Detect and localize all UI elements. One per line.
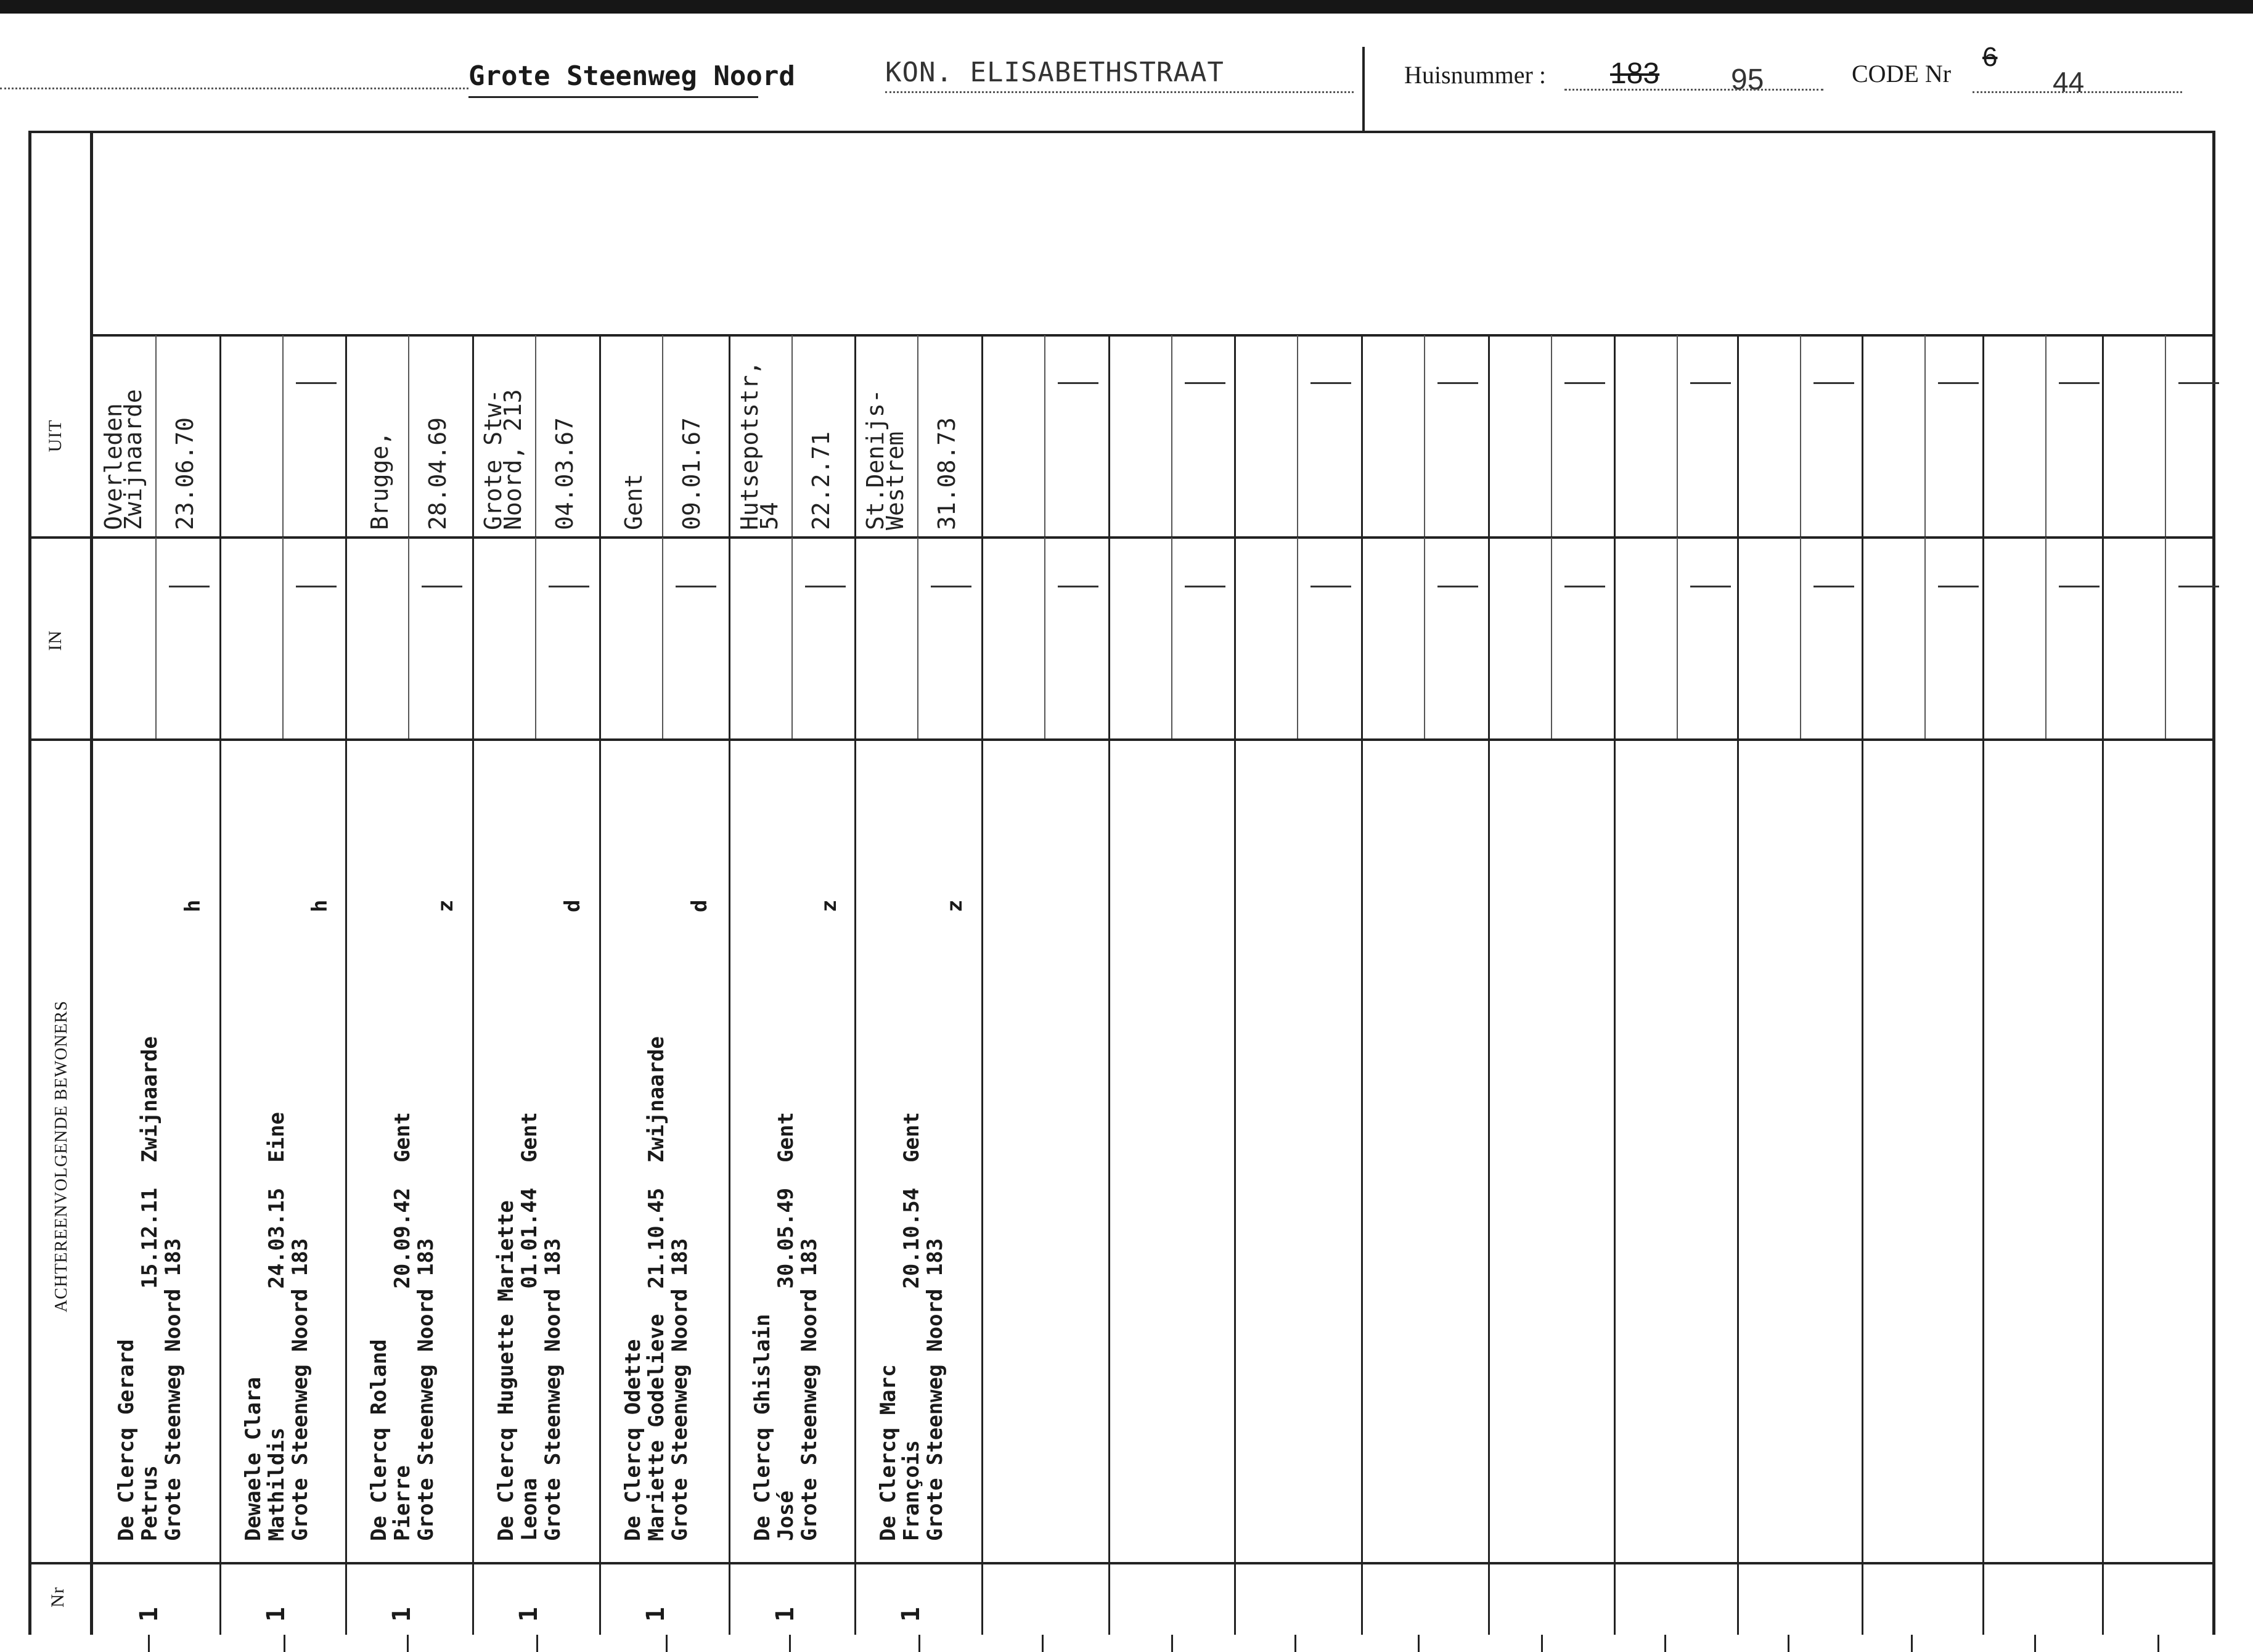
uit-place: Hutsepotstr,	[736, 361, 763, 530]
sub-column-divider	[1297, 335, 1298, 536]
bottom-tick	[2034, 1635, 2036, 1652]
bottom-tick	[918, 1635, 920, 1652]
house-number-dotted-rule	[1564, 89, 1823, 91]
uit-column-label: UIT	[45, 419, 65, 452]
uit-place: Overleden	[100, 403, 127, 530]
empty-dash	[1690, 586, 1731, 587]
bottom-tick	[1788, 1635, 1789, 1652]
record-number: 1	[771, 1606, 800, 1622]
resident-line: De Clercq Roland	[367, 1339, 391, 1541]
sub-column-divider	[791, 538, 793, 738]
sub-column-divider	[2045, 538, 2047, 738]
sub-column-divider	[1424, 538, 1425, 738]
resident-line: De Clercq Odette	[621, 1339, 645, 1541]
record-number: 1	[135, 1606, 164, 1622]
nr-column-label: Nr	[47, 1587, 68, 1608]
empty-dash	[1185, 382, 1225, 384]
empty-dash	[2059, 382, 2100, 384]
empty-dash	[1437, 382, 1478, 384]
code-number: 44	[2053, 66, 2085, 98]
household-code: z	[433, 899, 458, 912]
sub-column-divider	[155, 538, 157, 738]
sub-column-divider	[662, 335, 663, 536]
resident-line: Grote Steenweg Noord 183	[541, 1238, 565, 1541]
uit-date: 28.04.69	[424, 417, 451, 530]
sub-column-divider	[1044, 335, 1045, 536]
resident-line: Mathildis 24.03.15 Eine	[264, 1112, 289, 1541]
column-divider-12	[1614, 334, 1616, 1635]
uit-place: Westrem	[881, 431, 909, 530]
column-divider-11	[1488, 334, 1490, 1635]
empty-dash	[1938, 586, 1979, 587]
empty-dash	[1938, 382, 1979, 384]
uit-place: Noord, 213	[499, 389, 526, 530]
sub-column-divider	[1551, 538, 1552, 738]
resident-line: Grote Steenweg Noord 183	[668, 1238, 692, 1541]
sub-column-divider	[662, 538, 663, 738]
resident-line: Mariette Godelieve 21.10.45 Zwijnaarde	[644, 1036, 669, 1541]
sub-column-divider	[917, 335, 918, 536]
in-empty-dash	[805, 586, 846, 587]
empty-dash	[1813, 382, 1854, 384]
bottom-tick	[666, 1635, 668, 1652]
sub-column-divider	[917, 538, 918, 738]
scan-top-border	[0, 0, 2253, 14]
resident-line: François 20.10.54 Gent	[899, 1112, 924, 1541]
column-divider-2	[345, 334, 347, 1635]
record-number: 1	[388, 1606, 417, 1622]
in-empty-dash	[549, 586, 589, 587]
bewoners-column-label: ACHTEREENVOLGENDE BEWONERS	[52, 1000, 71, 1312]
uit-place: 54	[756, 502, 783, 530]
empty-dash	[1564, 586, 1605, 587]
in-empty-dash	[169, 586, 210, 587]
in-column-label: IN	[45, 630, 65, 651]
resident-line: Grote Steenweg Noord 183	[161, 1238, 186, 1541]
household-code: z	[817, 899, 841, 912]
bottom-tick	[148, 1635, 150, 1652]
register-form-frame	[28, 131, 2215, 1635]
sub-column-divider	[791, 335, 793, 536]
sub-column-divider	[1171, 538, 1172, 738]
sub-column-divider	[282, 335, 284, 536]
bottom-tick	[1911, 1635, 1913, 1652]
uit-place: Grote Stw-	[480, 389, 507, 530]
resident-line: Dewaele Clara	[241, 1376, 266, 1541]
sub-column-divider	[535, 335, 536, 536]
bottom-tick	[407, 1635, 409, 1652]
bottom-tick	[1664, 1635, 1666, 1652]
resident-line: Grote Steenweg Noord 183	[923, 1238, 947, 1541]
empty-dash	[2059, 586, 2100, 587]
column-divider-1	[219, 334, 221, 1635]
column-divider-7	[981, 334, 983, 1635]
sub-column-divider	[2045, 335, 2047, 536]
empty-dash	[1437, 586, 1478, 587]
bottom-tick	[1418, 1635, 1420, 1652]
household-code: d	[687, 899, 712, 912]
bottom-tick	[1171, 1635, 1173, 1652]
empty-dash	[1690, 382, 1731, 384]
sub-column-divider	[1297, 538, 1298, 738]
sub-column-divider	[1800, 335, 1801, 536]
empty-dash	[1058, 382, 1098, 384]
bottom-tick	[536, 1635, 538, 1652]
sub-column-divider	[2165, 335, 2166, 536]
resident-line: Petrus 15.12.11 Zwijnaarde	[137, 1036, 162, 1541]
sub-column-divider	[1677, 538, 1678, 738]
divider-in-bewoners	[28, 738, 2215, 741]
in-empty-dash	[676, 586, 716, 587]
record-number: 1	[262, 1606, 291, 1622]
resident-line: Pierre 20.09.42 Gent	[390, 1112, 415, 1541]
sub-column-divider	[1424, 335, 1425, 536]
empty-dash	[1311, 382, 1351, 384]
empty-dash	[1185, 586, 1225, 587]
column-divider-4	[599, 334, 601, 1635]
in-empty-dash	[422, 586, 462, 587]
code-dotted-rule	[1973, 91, 2182, 93]
record-number: 1	[897, 1606, 926, 1622]
resident-line: Grote Steenweg Noord 183	[414, 1238, 438, 1541]
uit-empty-dash	[296, 382, 337, 384]
divider-bewoners-nr	[28, 1562, 2215, 1564]
street-name-crossed: Grote Steenweg Noord	[468, 60, 795, 92]
sub-column-divider	[155, 335, 157, 536]
in-empty-dash	[296, 586, 337, 587]
sub-column-divider	[408, 335, 409, 536]
empty-dash	[2178, 382, 2219, 384]
column-divider-13	[1737, 334, 1739, 1635]
household-code: z	[942, 899, 967, 912]
uit-date: 31.08.73	[933, 417, 960, 530]
sub-column-divider	[408, 538, 409, 738]
code-number-crossed: 6	[1982, 42, 1998, 72]
sub-column-divider	[282, 538, 284, 738]
header-separator	[1362, 47, 1365, 132]
street-dotted-rule	[885, 91, 1354, 93]
bottom-tick	[2157, 1635, 2159, 1652]
column-divider-8	[1108, 334, 1110, 1635]
column-divider-10	[1361, 334, 1363, 1635]
bottom-tick	[1541, 1635, 1543, 1652]
household-code: h	[181, 899, 205, 912]
uit-place: Zwijnaarde	[120, 389, 147, 530]
uit-place: Brugge,	[366, 431, 393, 530]
empty-dash	[1311, 586, 1351, 587]
resident-line: Leona 01.01.44 Gent	[517, 1112, 542, 1541]
household-code: d	[560, 899, 585, 912]
uit-date: 22.2.71	[808, 431, 835, 530]
empty-dash	[1564, 382, 1605, 384]
empty-dash	[1058, 586, 1098, 587]
bottom-tick	[789, 1635, 791, 1652]
column-divider-5	[729, 334, 730, 1635]
house-number-crossed: 183	[1610, 57, 1660, 90]
code-label: CODE Nr	[1852, 60, 1952, 88]
resident-line: De Clercq Ghislain	[750, 1314, 775, 1541]
uit-date: 09.01.67	[678, 417, 705, 530]
resident-line: De Clercq Huguette Mariette	[494, 1200, 518, 1541]
empty-dash	[2178, 586, 2219, 587]
household-code: h	[308, 899, 332, 912]
column-divider-6	[854, 334, 856, 1635]
bottom-tick	[1294, 1635, 1296, 1652]
uit-date: 04.03.67	[551, 417, 578, 530]
resident-line: De Clercq Marc	[876, 1364, 901, 1541]
uit-place: St.Denijs-	[862, 389, 889, 530]
record-number: 1	[642, 1606, 671, 1622]
sub-column-divider	[2165, 538, 2166, 738]
column-divider-14	[1862, 334, 1863, 1635]
sub-column-divider	[1924, 538, 1926, 738]
resident-line: Grote Steenweg Noord 183	[797, 1238, 822, 1541]
label-column-divider	[90, 131, 93, 1635]
resident-line: De Clercq Gerard	[114, 1339, 139, 1541]
divider-uit-in	[28, 536, 2215, 539]
bottom-tick	[284, 1635, 285, 1652]
record-number: 1	[515, 1606, 544, 1622]
sub-column-divider	[1924, 335, 1926, 536]
uit-place: Gent	[620, 473, 647, 530]
uit-date: 23.06.70	[171, 417, 198, 530]
street-name: KON. ELISABETHSTRAAT	[885, 57, 1224, 88]
column-divider-9	[1234, 334, 1236, 1635]
house-number-label: Huisnummer :	[1404, 61, 1546, 89]
column-divider-16	[2102, 334, 2104, 1635]
house-number: 95	[1731, 63, 1764, 96]
sub-column-divider	[535, 538, 536, 738]
in-empty-dash	[931, 586, 971, 587]
strike-line	[468, 96, 758, 98]
sub-column-divider	[1551, 335, 1552, 536]
sub-column-divider	[1800, 538, 1801, 738]
sub-column-divider	[1171, 335, 1172, 536]
header-dotted-rule	[0, 88, 468, 89]
sub-column-divider	[1044, 538, 1045, 738]
empty-dash	[1813, 586, 1854, 587]
bottom-tick	[1042, 1635, 1044, 1652]
sub-column-divider	[1677, 335, 1678, 536]
resident-line: José 30.05.49 Gent	[774, 1112, 798, 1541]
column-divider-3	[472, 334, 474, 1635]
column-divider-15	[1982, 334, 1984, 1635]
resident-line: Grote Steenweg Noord 183	[288, 1238, 313, 1541]
